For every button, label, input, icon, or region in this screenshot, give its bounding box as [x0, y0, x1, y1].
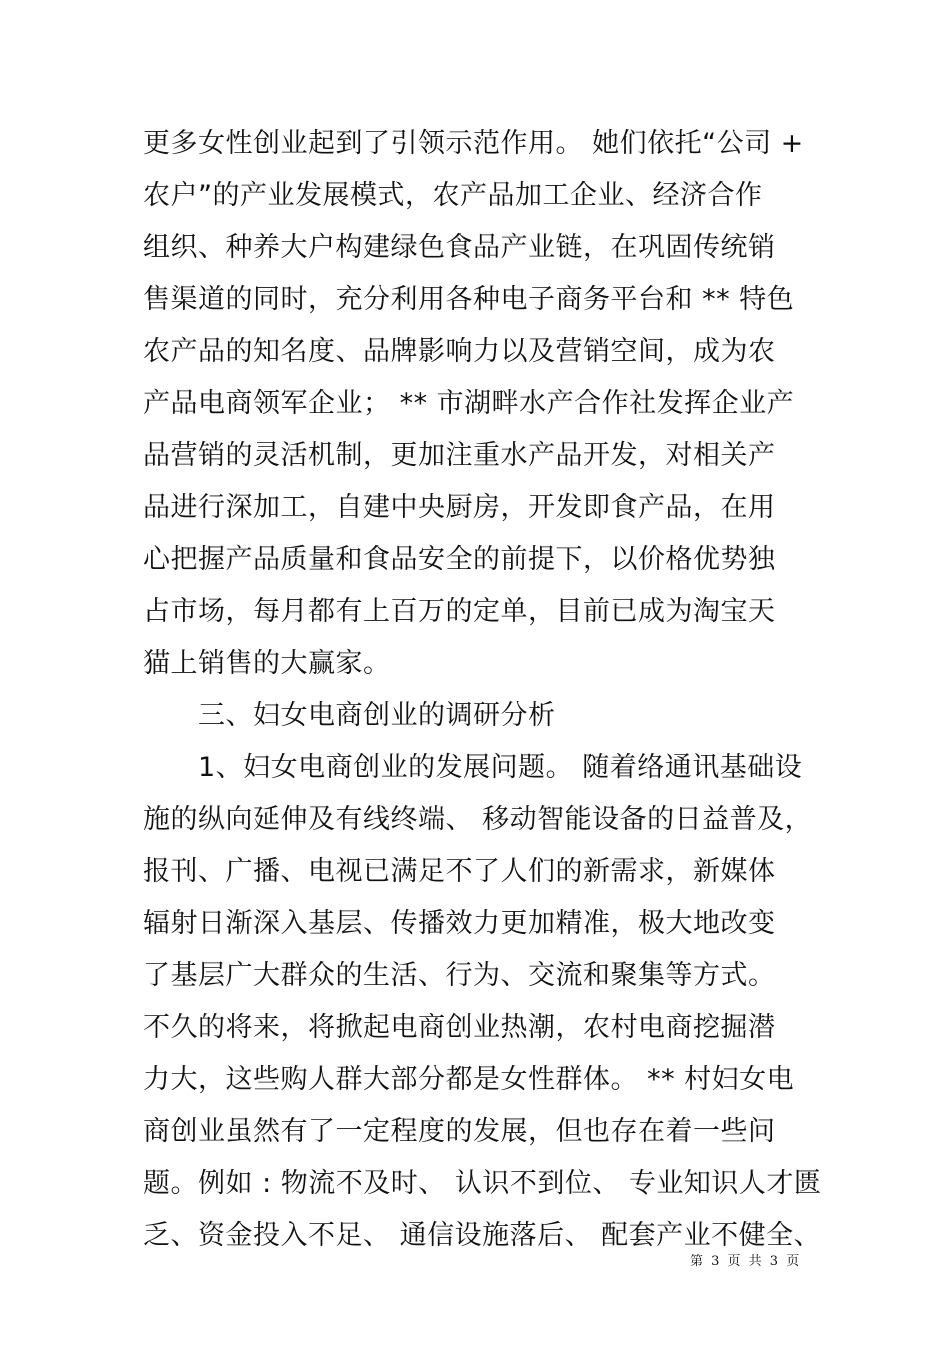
text-line: 组织、种养大户构建绿色食品产业链，在巩固传统销: [143, 232, 776, 263]
text-line: 占市场，每月都有上百万的定单，目前已成为淘宝天: [143, 596, 776, 627]
text-line: 售渠道的同时，充分利用各种电子商务平台和 ** 特色: [143, 284, 795, 315]
text-line: 辐射日渐深入基层、传播效力更加精准，极大地改变: [143, 908, 776, 939]
section-heading: 三、妇女电商创业的调研分析: [198, 700, 556, 731]
text-line: 品进行深加工，自建中央厨房，开发即食产品，在用: [143, 492, 776, 523]
text-line: 品营销的灵活机制，更加注重水产品开发，对相关产: [143, 440, 776, 471]
text-line: 农户”的产业发展模式，农产品加工企业、经济合作: [143, 180, 763, 211]
text-line: 报刊、广播、电视已满足不了人们的新需求，新媒体: [143, 856, 776, 887]
page-number: 第 3 页 共 3 页: [690, 1254, 802, 1269]
text-line: 产品电商领军企业； ** 市湖畔水产合作社发挥企业产: [143, 388, 795, 419]
text-line: 力大，这些购人群大部分都是女性群体。 ** 村妇女电: [143, 1064, 795, 1095]
text-line: 施的纵向延伸及有线终端、 移动智能设备的日益普及，: [143, 804, 813, 835]
body-text: [143, 118, 822, 1262]
text-line: 商创业虽然有了一定程度的发展，但也存在着一些问: [143, 1116, 776, 1147]
text-line: 心把握产品质量和食品安全的前提下，以价格优势独: [143, 544, 776, 575]
text-line: 更多女性创业起到了引领示范作用。 她们依托“公司 +: [143, 128, 804, 159]
text-line: 乏、资金投入不足、 通信设施落后、 配套产业不健全、: [143, 1220, 822, 1251]
text-line: 1、妇女电商创业的发展问题。 随着络通讯基础设: [198, 752, 803, 783]
text-line: 题。例如 : 物流不及时、 认识不到位、 专业知识人才匮: [143, 1168, 822, 1199]
text-line: 农产品的知名度、品牌影响力以及营销空间，成为农: [143, 336, 776, 367]
text-line: 不久的将来，将掀起电商创业热潮，农村电商挖掘潜: [143, 1012, 776, 1043]
text-line: 了基层广大群众的生活、行为、交流和聚集等方式。: [143, 960, 776, 991]
text-line: 猫上销售的大赢家。: [143, 648, 391, 679]
